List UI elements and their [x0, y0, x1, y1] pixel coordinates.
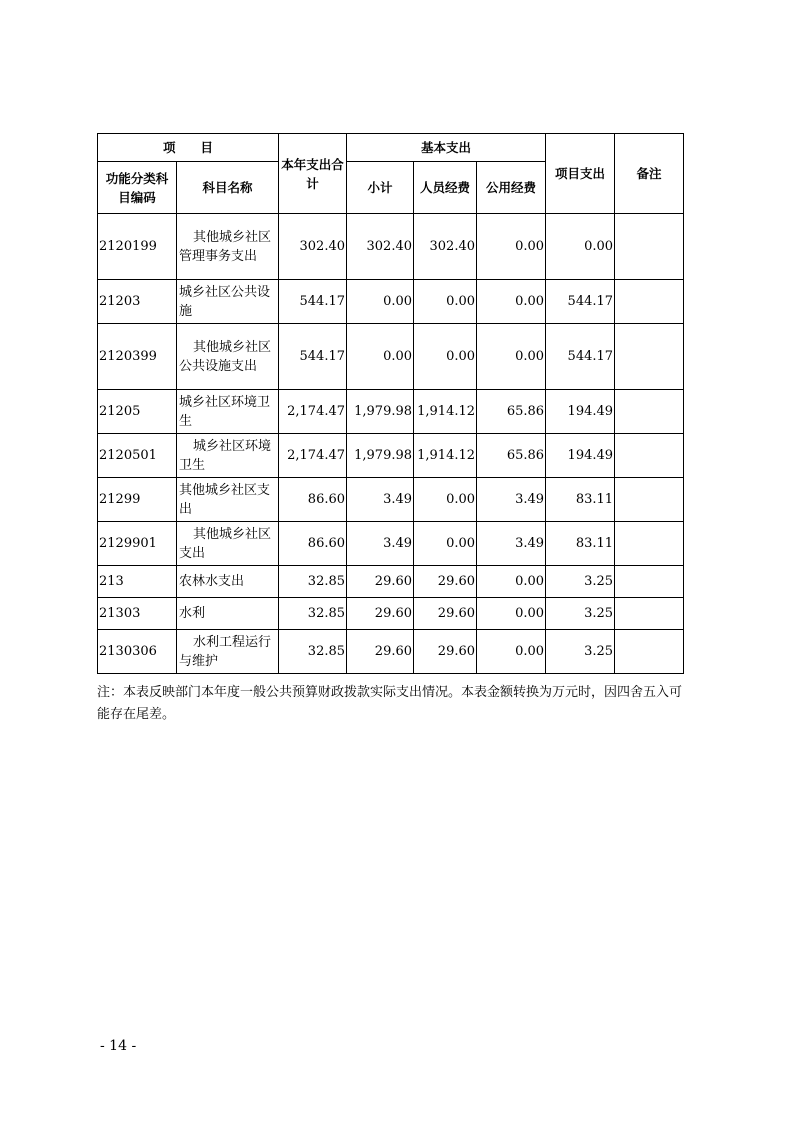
row-public: 0.00 — [477, 630, 546, 674]
row-project: 3.25 — [546, 598, 615, 630]
row-subtotal: 1,979.98 — [347, 390, 414, 434]
row-project: 3.25 — [546, 566, 615, 598]
row-remark — [615, 390, 684, 434]
row-name: 其他城乡社区公共设施支出 — [177, 324, 279, 390]
row-project: 3.25 — [546, 630, 615, 674]
row-name: 其他城乡社区管理事务支出 — [177, 214, 279, 280]
row-code: 2120501 — [98, 434, 177, 478]
row-public: 3.49 — [477, 522, 546, 566]
row-project: 194.49 — [546, 390, 615, 434]
row-total: 544.17 — [279, 324, 347, 390]
header-public: 公用经费 — [477, 162, 546, 214]
row-project: 0.00 — [546, 214, 615, 280]
row-subtotal: 302.40 — [347, 214, 414, 280]
row-subtotal: 29.60 — [347, 598, 414, 630]
row-personnel: 29.60 — [414, 630, 477, 674]
row-project: 544.17 — [546, 280, 615, 324]
row-personnel: 29.60 — [414, 566, 477, 598]
row-remark — [615, 630, 684, 674]
row-subtotal: 0.00 — [347, 324, 414, 390]
row-personnel: 0.00 — [414, 522, 477, 566]
row-subtotal: 3.49 — [347, 522, 414, 566]
row-total: 2,174.47 — [279, 390, 347, 434]
row-project: 194.49 — [546, 434, 615, 478]
row-public: 0.00 — [477, 324, 546, 390]
row-code: 2120399 — [98, 324, 177, 390]
row-remark — [615, 566, 684, 598]
row-remark — [615, 598, 684, 630]
row-subtotal: 3.49 — [347, 478, 414, 522]
row-code: 21205 — [98, 390, 177, 434]
row-subtotal: 29.60 — [347, 630, 414, 674]
expenditure-table — [97, 133, 684, 674]
table-row — [98, 280, 684, 324]
row-code: 21303 — [98, 598, 177, 630]
row-personnel: 1,914.12 — [414, 434, 477, 478]
table-row — [98, 434, 684, 478]
row-personnel: 1,914.12 — [414, 390, 477, 434]
header-code: 功能分类科目编码 — [98, 162, 177, 214]
row-public: 3.49 — [477, 478, 546, 522]
row-name: 水利工程运行与维护 — [177, 630, 279, 674]
row-total: 32.85 — [279, 566, 347, 598]
row-public: 0.00 — [477, 214, 546, 280]
row-personnel: 0.00 — [414, 324, 477, 390]
row-personnel: 29.60 — [414, 598, 477, 630]
table-note: 注：本表反映部门本年度一般公共预算财政拨款实际支出情况。本表金额转换为万元时，因四舍五入可能存在尾差。 — [97, 685, 683, 722]
row-remark — [615, 214, 684, 280]
row-public: 65.86 — [477, 390, 546, 434]
row-total: 86.60 — [279, 478, 347, 522]
row-name: 农林水支出 — [177, 566, 279, 598]
row-name: 其他城乡社区支出 — [177, 478, 279, 522]
row-remark — [615, 478, 684, 522]
row-name: 水利 — [177, 598, 279, 630]
row-name: 城乡社区公共设施 — [177, 280, 279, 324]
table-row — [98, 390, 684, 434]
row-personnel: 302.40 — [414, 214, 477, 280]
row-subtotal: 0.00 — [347, 280, 414, 324]
table-row — [98, 630, 684, 674]
table-body — [98, 214, 684, 674]
row-personnel: 0.00 — [414, 280, 477, 324]
row-total: 32.85 — [279, 598, 347, 630]
table-row — [98, 324, 684, 390]
row-public: 65.86 — [477, 434, 546, 478]
row-remark — [615, 324, 684, 390]
page-number: - 14 - — [100, 1038, 137, 1054]
row-total: 32.85 — [279, 630, 347, 674]
table-row — [98, 566, 684, 598]
row-subtotal: 1,979.98 — [347, 434, 414, 478]
row-name: 其他城乡社区支出 — [177, 522, 279, 566]
header-remarks: 备注 — [615, 134, 684, 214]
row-total: 544.17 — [279, 280, 347, 324]
row-subtotal: 29.60 — [347, 566, 414, 598]
row-code: 21203 — [98, 280, 177, 324]
header-item: 项 目 — [98, 134, 279, 162]
header-personnel: 人员经费 — [414, 162, 477, 214]
row-public: 0.00 — [477, 598, 546, 630]
header-subtotal: 小计 — [347, 162, 414, 214]
row-project: 83.11 — [546, 478, 615, 522]
row-remark — [615, 434, 684, 478]
table-row — [98, 214, 684, 280]
row-personnel: 0.00 — [414, 478, 477, 522]
table-row — [98, 478, 684, 522]
header-project: 项目支出 — [546, 134, 615, 214]
row-code: 21299 — [98, 478, 177, 522]
row-remark — [615, 522, 684, 566]
table-row — [98, 522, 684, 566]
row-total: 86.60 — [279, 522, 347, 566]
row-code: 2129901 — [98, 522, 177, 566]
row-name: 城乡社区环境卫生 — [177, 434, 279, 478]
row-code: 213 — [98, 566, 177, 598]
header-basic: 基本支出 — [347, 134, 546, 162]
header-total: 本年支出合计 — [279, 134, 347, 214]
header-name: 科目名称 — [177, 162, 279, 214]
row-public: 0.00 — [477, 280, 546, 324]
row-project: 544.17 — [546, 324, 615, 390]
row-total: 2,174.47 — [279, 434, 347, 478]
table-row — [98, 598, 684, 630]
row-public: 0.00 — [477, 566, 546, 598]
row-code: 2130306 — [98, 630, 177, 674]
row-remark — [615, 280, 684, 324]
row-project: 83.11 — [546, 522, 615, 566]
row-code: 2120199 — [98, 214, 177, 280]
row-name: 城乡社区环境卫生 — [177, 390, 279, 434]
row-total: 302.40 — [279, 214, 347, 280]
